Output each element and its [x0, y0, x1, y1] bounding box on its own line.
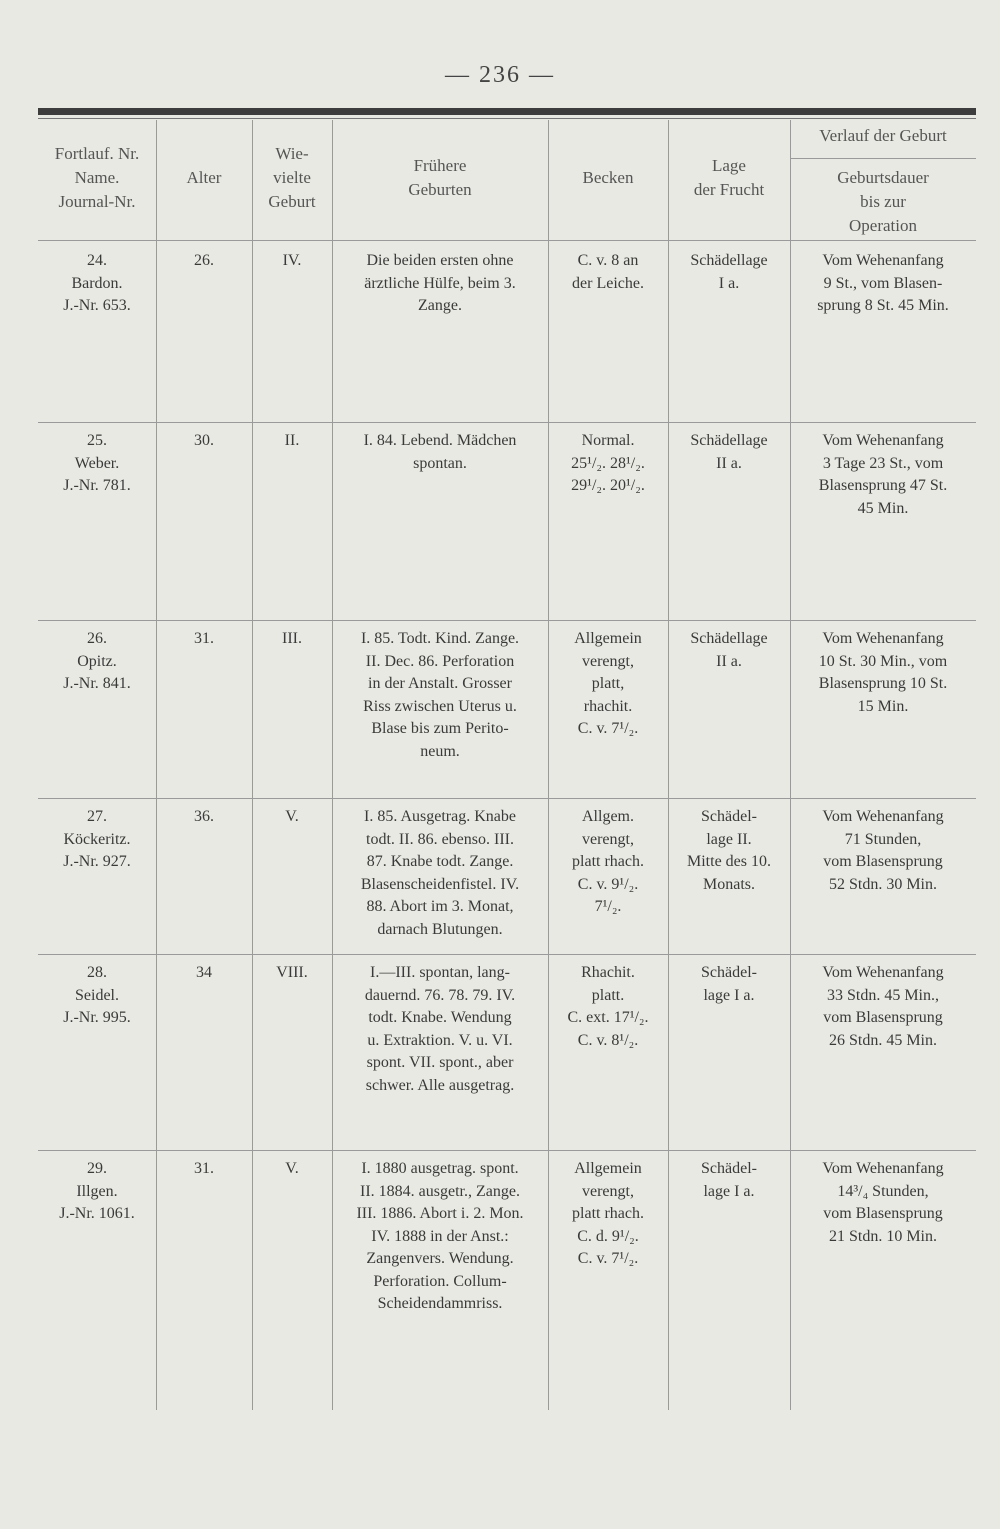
header-geburtsdauer: Geburtsdauer bis zur Operation: [837, 168, 929, 235]
row-dauer: Vom Wehenanfang 10 St. 30 Min., vom Blasensprung 10 St. 15 Min.: [818, 630, 948, 715]
row-geburt: V.: [285, 808, 299, 825]
column-divider: [668, 120, 669, 1410]
page-number: — 236 —: [445, 62, 555, 88]
row-becken: Allgem. verengt, platt rhach. C. v. 9¹/₂. 7¹/₂.: [572, 808, 644, 915]
row-becken: Normal. 25¹/₂. 28¹/₂. 29¹/₂. 20¹/₂.: [571, 432, 645, 494]
row-geburt: V.: [285, 1160, 299, 1177]
row-fruehere: I. 84. Lebend. Mädchen spontan.: [363, 432, 517, 472]
row-lage: Schädel- lage I a.: [701, 964, 757, 1004]
row-geburt: IV.: [282, 252, 302, 269]
header-subrule: [790, 158, 976, 159]
row-geburt: VIII.: [276, 964, 308, 981]
row-dauer: Vom Wehenanfang 9 St., vom Blasen- sprung 8 St. 45 Min.: [817, 252, 949, 314]
row-lage: Schädel- lage II. Mitte des 10. Monats.: [687, 808, 771, 893]
header-alter: Alter: [186, 168, 222, 187]
row-becken: Allgemein verengt, platt, rhachit. C. v. 7¹/₂.: [574, 630, 642, 737]
top-rule-thin: [38, 118, 976, 119]
row-becken: C. v. 8 an der Leiche.: [572, 252, 644, 292]
row-alter: 30.: [194, 432, 214, 449]
row-alter: 36.: [194, 808, 214, 825]
row-lage: Schädellage II a.: [690, 630, 768, 670]
row-nr: 24. Bardon. J.-Nr. 653.: [63, 252, 131, 314]
row-alter: 34: [196, 964, 212, 981]
row-fruehere: I. 85. Todt. Kind. Zange. II. Dec. 86. Perforation in der Anstalt. Grosser Riss zwischen Uterus u. Blase bis zum Perito- neum.: [360, 630, 520, 760]
column-divider: [156, 120, 157, 1410]
row-dauer: Vom Wehenanfang 14³/₄ Stunden, vom Blasensprung 21 Stdn. 10 Min.: [822, 1160, 944, 1245]
row-fruehere: I.—III. spontan, lang- dauernd. 76. 78. 79. IV. todt. Knabe. Wendung u. Extraktion. V. u. VI. spont. VII. spont., aber schwer. Alle ausgetrag.: [364, 964, 516, 1094]
row-dauer: Vom Wehenanfang 3 Tage 23 St., vom Blasensprung 47 St. 45 Min.: [818, 432, 948, 517]
row-lage: Schädellage I a.: [690, 252, 768, 292]
header-wievielte-geburt: Wie- vielte Geburt: [268, 144, 316, 211]
row-becken: Rhachit. platt. C. ext. 17¹/₂. C. v. 8¹/₂.: [567, 964, 649, 1049]
row-becken: Allgemein verengt, platt rhach. C. d. 9¹/₂. C. v. 7¹/₂.: [572, 1160, 644, 1267]
row-fruehere: I. 85. Ausgetrag. Knabe todt. II. 86. ebenso. III. 87. Knabe todt. Zange. Blasenscheidenfistel. IV. 88. Abort im 3. Monat, darnach Blutungen.: [360, 808, 520, 938]
row-alter: 31.: [194, 1160, 214, 1177]
row-dauer: Vom Wehenanfang 33 Stdn. 45 Min., vom Blasensprung 26 Stdn. 45 Min.: [822, 964, 944, 1049]
row-fruehere: I. 1880 ausgetrag. spont. II. 1884. ausgetr., Zange. III. 1886. Abort i. 2. Mon. IV. 1888 in der Anst.: Zangenvers. Wendung. Perforation. Collum- Scheidendammriss.: [356, 1160, 524, 1312]
delivery-table: [38, 120, 976, 1410]
header-verlauf: Verlauf der Geburt: [819, 126, 947, 145]
row-dauer: Vom Wehenanfang 71 Stunden, vom Blasensprung 52 Stdn. 30 Min.: [822, 808, 944, 893]
row-alter: 26.: [194, 252, 214, 269]
row-nr: 27. Köckeritz. J.-Nr. 927.: [63, 808, 131, 870]
header-lage: Lage der Frucht: [693, 156, 765, 199]
row-lage: Schädel- lage I a.: [701, 1160, 757, 1200]
header-nr: Fortlauf. Nr. Name. Journal-Nr.: [54, 144, 140, 211]
row-lage: Schädellage II a.: [690, 432, 768, 472]
header-becken: Becken: [582, 168, 634, 187]
top-rule: [38, 108, 976, 115]
row-geburt: III.: [282, 630, 302, 647]
row-geburt: II.: [284, 432, 300, 449]
row-rule: [38, 1150, 976, 1151]
header-rule: [38, 240, 976, 241]
column-divider: [252, 120, 253, 1410]
row-alter: 31.: [194, 630, 214, 647]
row-rule: [38, 422, 976, 423]
row-rule: [38, 798, 976, 799]
header-fruehere-geburten: Frühere Geburten: [408, 156, 472, 199]
row-rule: [38, 954, 976, 955]
row-nr: 28. Seidel. J.-Nr. 995.: [63, 964, 131, 1026]
row-fruehere: Die beiden ersten ohne ärztliche Hülfe, beim 3. Zange.: [364, 252, 516, 314]
row-nr: 29. Illgen. J.-Nr. 1061.: [59, 1160, 135, 1222]
row-nr: 26. Opitz. J.-Nr. 841.: [63, 630, 131, 692]
row-rule: [38, 620, 976, 621]
row-nr: 25. Weber. J.-Nr. 781.: [63, 432, 131, 494]
